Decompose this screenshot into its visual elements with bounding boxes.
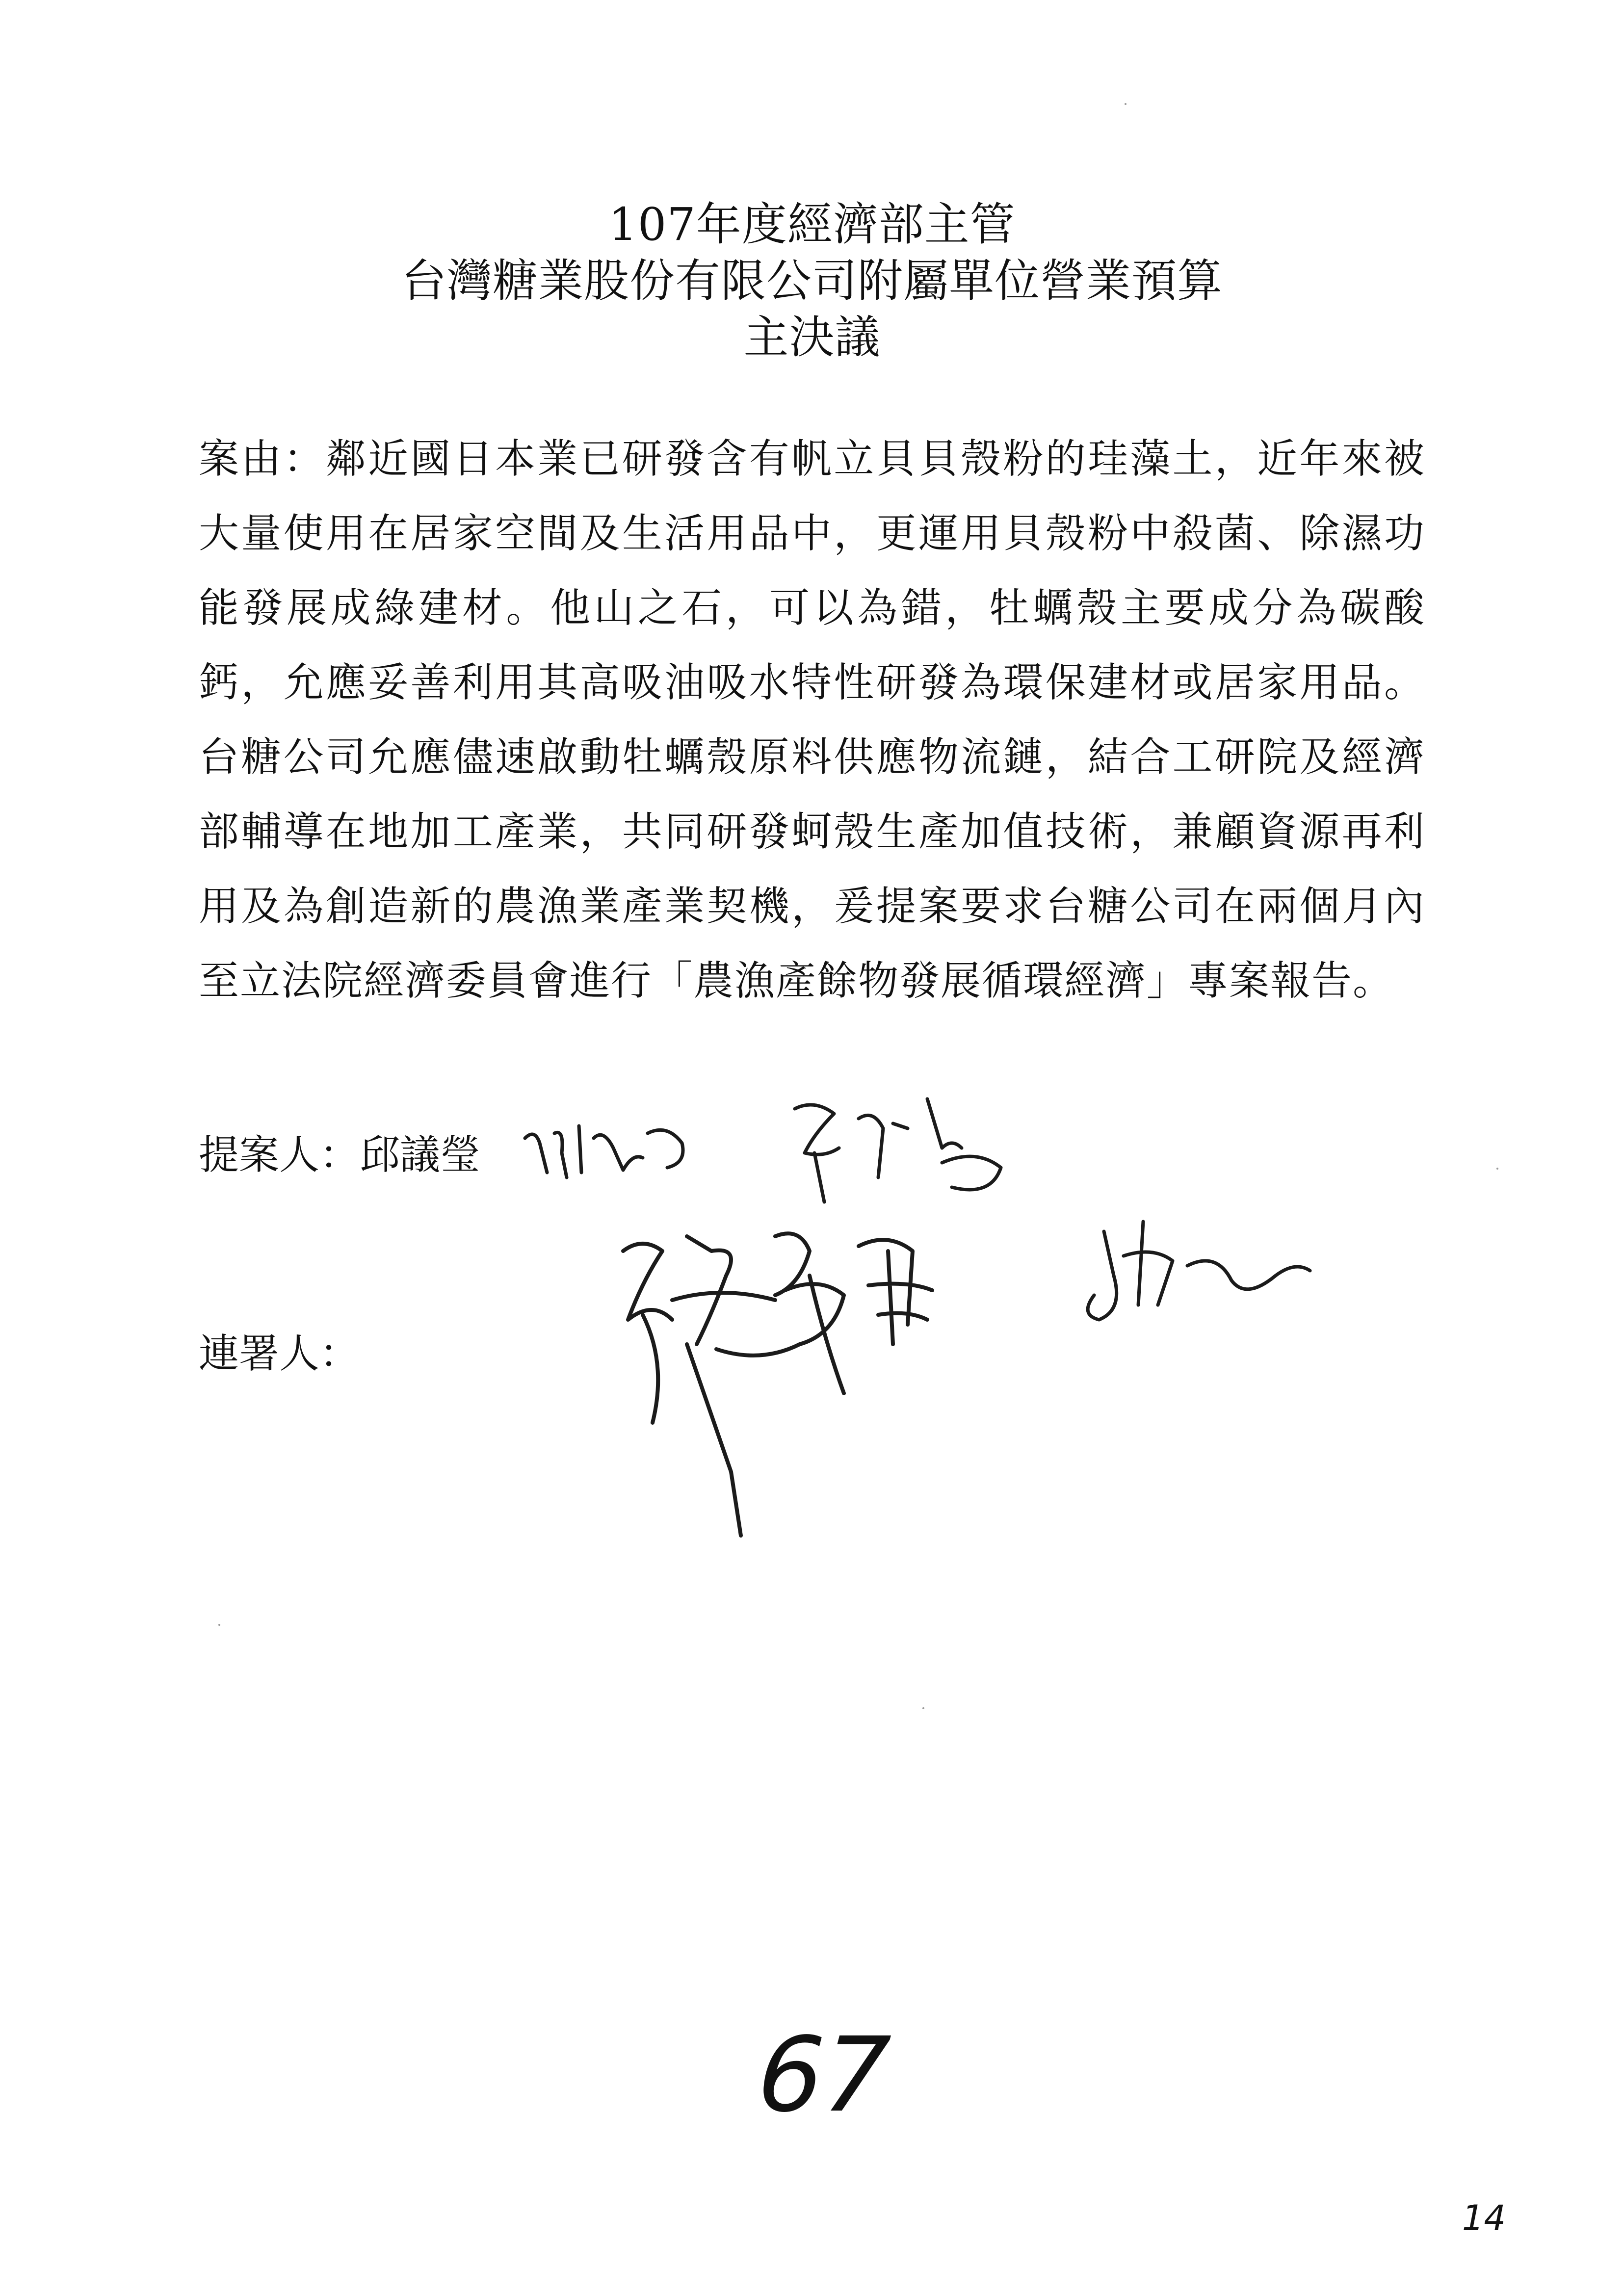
page-number: 67 bbox=[754, 2015, 893, 2135]
proposer-signature bbox=[520, 1079, 1060, 1207]
scan-speck bbox=[922, 1707, 924, 1709]
document-title bbox=[0, 196, 1624, 365]
title-line-2: 台灣糖業股份有限公司附屬單位營業預算 bbox=[401, 255, 1223, 307]
title-line-1: 107年度經濟部主管 bbox=[608, 198, 1016, 251]
scan-speck bbox=[1125, 103, 1126, 105]
title-line-3: 主決議 bbox=[743, 311, 881, 364]
cosigner-signature-2 bbox=[1070, 1192, 1315, 1339]
scan-speck bbox=[1496, 1168, 1498, 1170]
proposer-label: 提案人：邱議瑩 bbox=[199, 1132, 481, 1178]
corner-annotation: 14 bbox=[1462, 2198, 1506, 2238]
cosigners-label: 連署人： bbox=[199, 1331, 360, 1377]
cosigner-signature-1 bbox=[613, 1217, 981, 1560]
scan-speck bbox=[218, 1624, 220, 1626]
resolution-body: 案由：鄰近國日本業已研發含有帆立貝貝殼粉的珪藻土，近年來被大量使用在居家空間及生活用品中，更運用貝殼粉中殺菌、除濕功能發展成綠建材。他山之石，可以為錯，牡蠣殼主要成分為碳酸鈣，允應妥善利用其高吸油吸水特性研發為環保建材或居家用品。台糖公司允應儘速啟動牡蠣殼原料供應物流鏈，結合工研院及經濟部輔導在地加工產業，共同研發蚵殼生產加值技術，兼顧資源再利用及為創造新的農漁業產業契機，爰提案要求台糖公司在兩個月內至立法院經濟委員會進行「農漁產餘物發展循環經濟」專案報告。 bbox=[199, 436, 1425, 1004]
